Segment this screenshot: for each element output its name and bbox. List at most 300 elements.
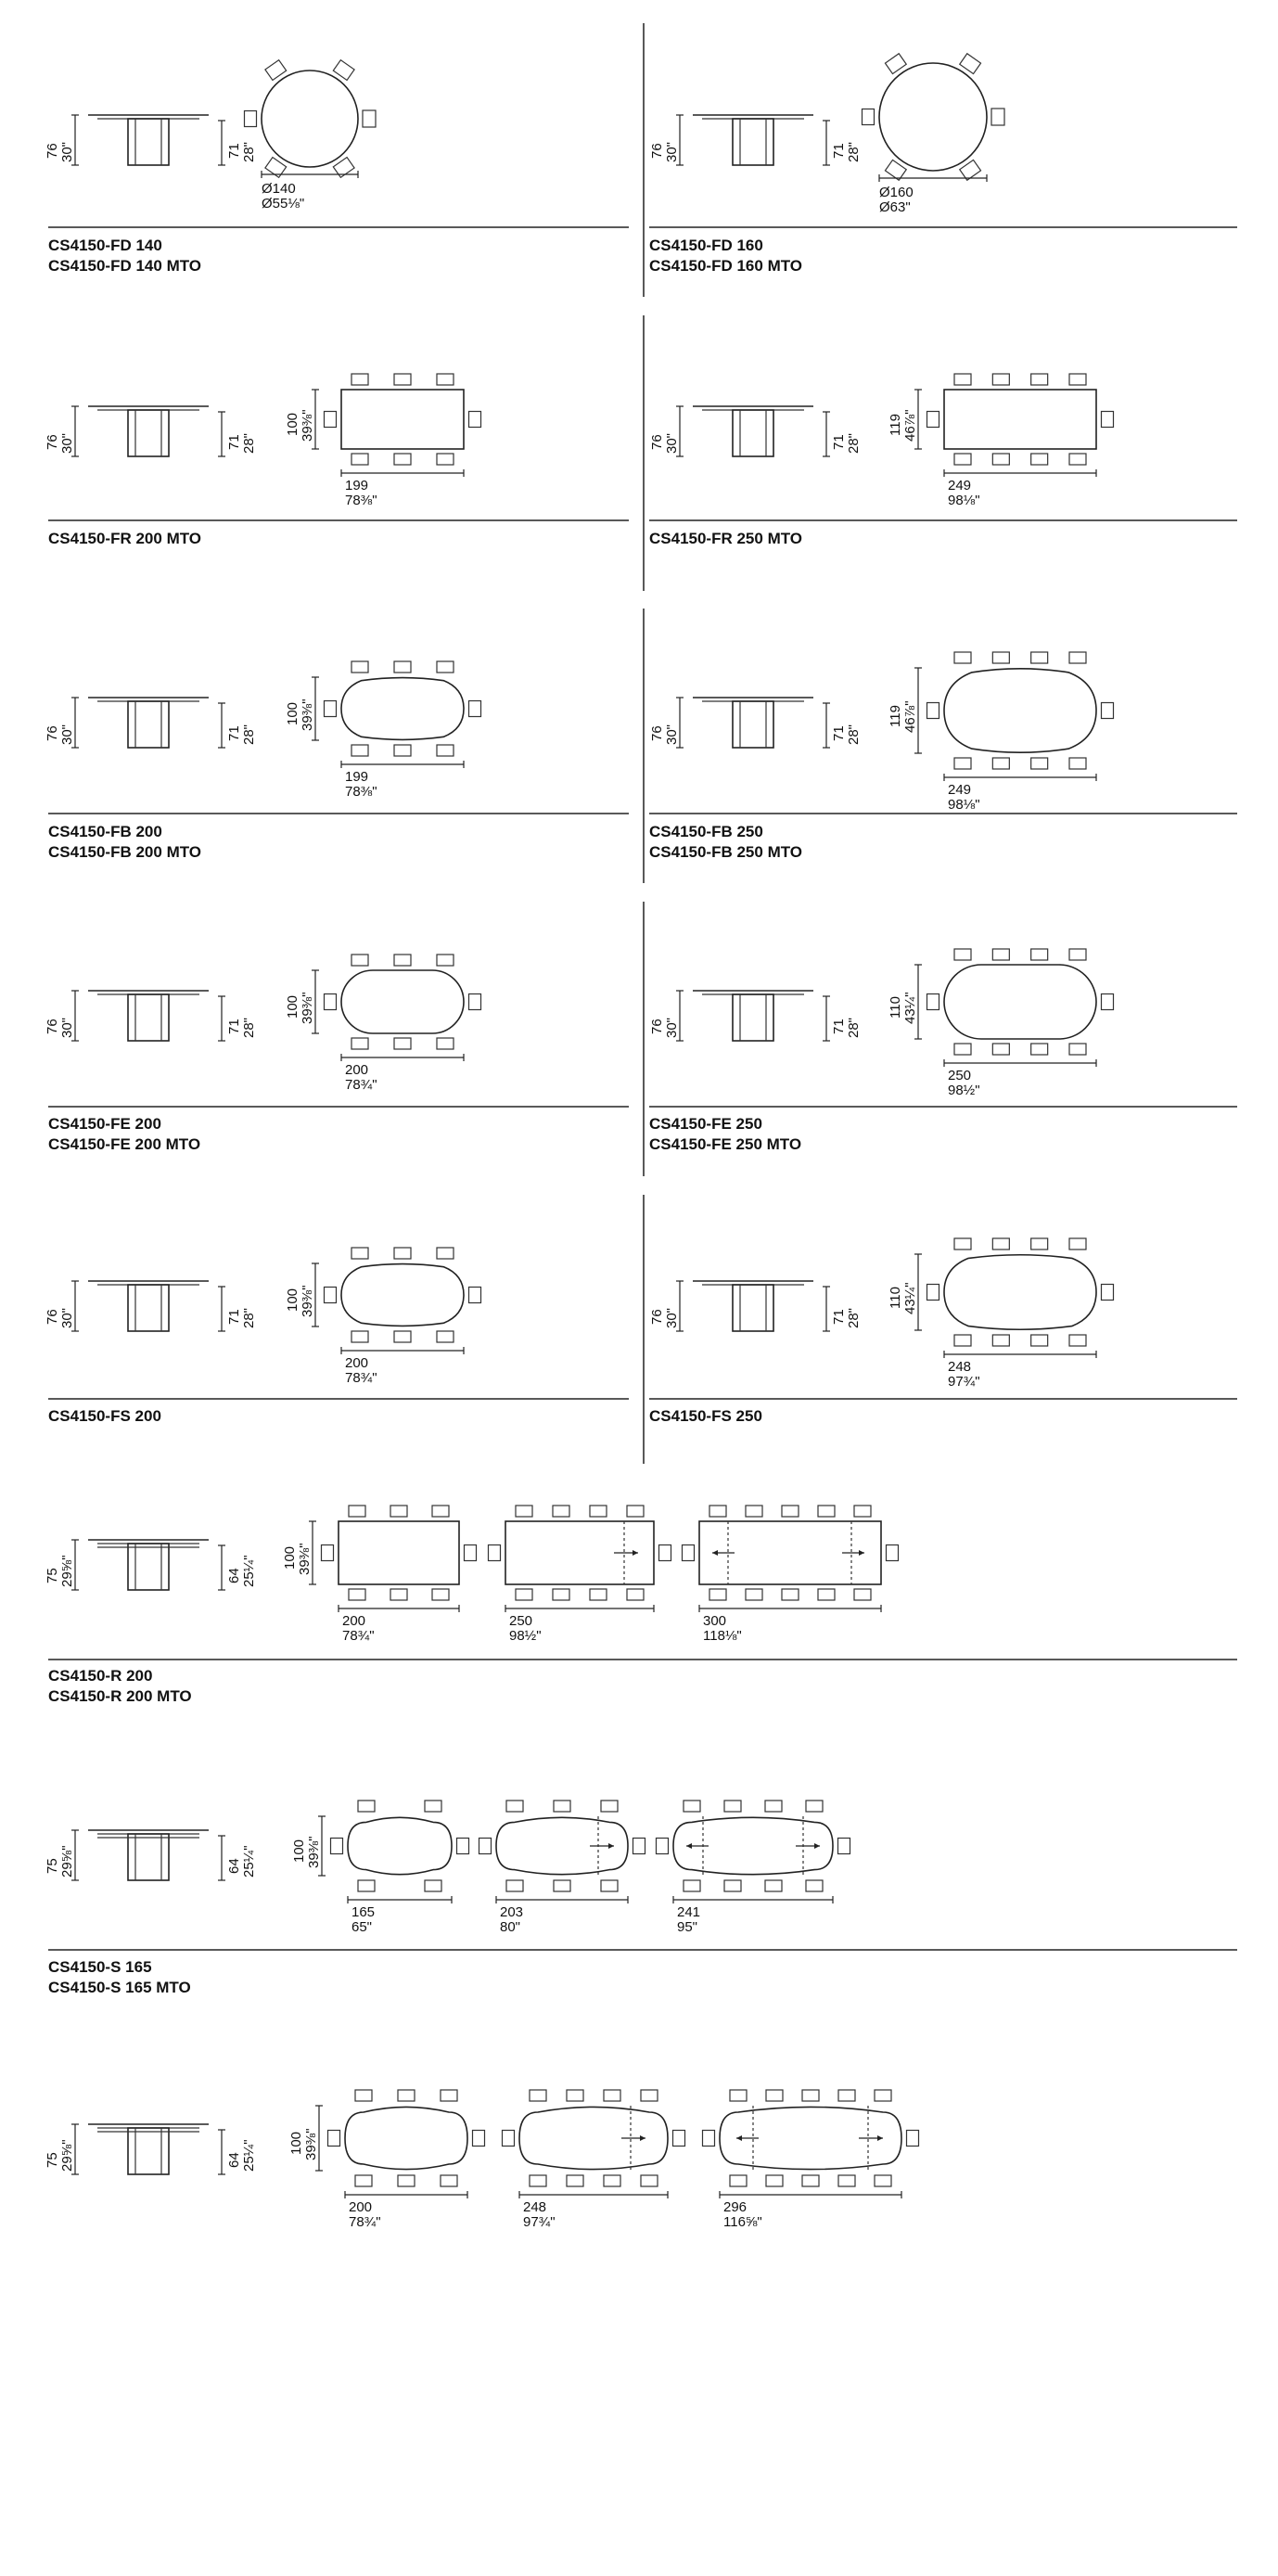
height-cm-label: 75 — [45, 1568, 60, 1583]
chair-icon — [887, 1545, 899, 1561]
chair-icon — [349, 1506, 365, 1517]
length-cm-label: 300 — [703, 1613, 727, 1629]
chair-icon — [394, 454, 411, 465]
chair-icon — [469, 701, 481, 717]
leg-height-cm-label: 71 — [831, 1309, 847, 1325]
side-elevation — [649, 698, 862, 748]
product-code: CS4150-FD 160 — [649, 237, 763, 254]
length-in-label: 95" — [677, 1919, 698, 1935]
height-in-label: 30" — [59, 1307, 75, 1328]
chair-icon — [709, 1506, 726, 1517]
chair-icon — [885, 160, 906, 180]
leg-height-cm-label: 71 — [226, 1309, 242, 1325]
chair-icon — [394, 1331, 411, 1342]
height-in-label: 29⅝" — [59, 1555, 75, 1587]
leg-height-in-label: 28" — [241, 1017, 257, 1038]
product-code: CS4150-FB 200 MTO — [48, 843, 202, 861]
leg-height-cm-label: 71 — [226, 725, 242, 741]
chair-icon — [432, 1506, 449, 1517]
length-cm-label: 203 — [500, 1904, 524, 1920]
chair-icon — [992, 1044, 1009, 1055]
height-in-label: 29⅝" — [59, 1845, 75, 1878]
side-elevation — [649, 406, 862, 456]
chair-icon — [441, 2175, 457, 2186]
chair-icon — [432, 1589, 449, 1600]
chair-icon — [358, 1880, 375, 1891]
chair-icon — [530, 2090, 546, 2101]
product-code: CS4150-FR 250 MTO — [649, 530, 803, 547]
chair-icon — [765, 1801, 782, 1812]
chair-icon — [590, 1506, 607, 1517]
leg-height-cm-label: 71 — [226, 1019, 242, 1034]
width-cm-label: 119 — [888, 414, 903, 436]
width-in-label: 39⅜" — [300, 698, 315, 731]
height-cm-label: 76 — [649, 725, 665, 741]
length-cm-label: 248 — [948, 1359, 972, 1375]
side-elevation — [45, 1281, 257, 1331]
width-in-label: 39⅜" — [300, 409, 315, 442]
chair-icon — [782, 1589, 799, 1600]
chair-icon — [604, 2175, 620, 2186]
width-in-label: 39⅜" — [306, 1836, 322, 1868]
chair-icon — [1031, 949, 1048, 960]
chair-icon — [349, 1589, 365, 1600]
length-cm-label: 241 — [677, 1904, 701, 1920]
height-cm-label: 76 — [45, 434, 60, 450]
length-in-label: 78⅜" — [345, 784, 377, 800]
chair-icon — [766, 2175, 783, 2186]
product-code: CS4150-R 200 MTO — [48, 1687, 192, 1705]
chair-icon — [709, 1589, 726, 1600]
width-in-label: 46⅞" — [902, 409, 918, 442]
chair-icon — [782, 1506, 799, 1517]
chair-icon — [322, 1545, 334, 1561]
tabletop-outline — [944, 669, 1096, 752]
chair-icon — [1031, 454, 1048, 465]
tabletop-outline — [879, 63, 987, 171]
chair-icon — [473, 2131, 485, 2147]
chair-icon — [992, 1335, 1009, 1346]
plan-view — [489, 1506, 671, 1644]
leg-height-cm-label: 71 — [831, 725, 847, 741]
length-cm-label: 250 — [509, 1613, 533, 1629]
chair-icon — [1031, 1335, 1048, 1346]
chair-icon — [673, 2131, 685, 2147]
chair-icon — [465, 1545, 477, 1561]
chair-icon — [627, 1506, 644, 1517]
leg-height-cm-label: 71 — [831, 1019, 847, 1034]
chair-icon — [927, 1285, 939, 1301]
product-code: CS4150-FE 250 MTO — [649, 1135, 802, 1153]
side-elevation — [45, 991, 257, 1041]
chair-icon — [954, 758, 971, 769]
plan-view — [703, 2090, 919, 2230]
product-code: CS4150-FE 200 — [48, 1115, 161, 1133]
product-code: CS4150-FD 140 MTO — [48, 257, 202, 275]
chair-icon — [730, 2090, 747, 2101]
leg-height-in-label: 25¼" — [241, 1845, 257, 1878]
width-cm-label: 100 — [282, 1545, 298, 1570]
chair-icon — [1069, 374, 1086, 385]
height-cm-label: 76 — [649, 1309, 665, 1325]
width-cm-label: 100 — [291, 1839, 307, 1863]
width-cm-label: 110 — [888, 996, 903, 1019]
chair-icon — [601, 1801, 618, 1812]
tabletop-outline — [341, 970, 464, 1033]
chair-icon — [437, 1331, 454, 1342]
length-in-label: 78¾" — [345, 1077, 377, 1093]
leg-height-in-label: 28" — [846, 724, 862, 745]
chair-icon — [657, 1839, 669, 1854]
width-cm-label: 100 — [285, 701, 300, 725]
width-in-label: 43¼" — [902, 992, 918, 1024]
chair-icon — [601, 1880, 618, 1891]
chair-icon — [394, 955, 411, 966]
chair-icon — [1069, 652, 1086, 663]
leg-height-in-label: 28" — [241, 1307, 257, 1328]
leg-height-in-label: 28" — [241, 141, 257, 162]
tabletop-outline — [341, 1264, 464, 1326]
length-cm-label: 200 — [349, 2199, 373, 2215]
chair-icon — [954, 454, 971, 465]
chair-icon — [659, 1545, 671, 1561]
length-cm-label: 200 — [345, 1355, 369, 1371]
width-in-label: 39⅜" — [300, 1285, 315, 1317]
chair-icon — [684, 1880, 700, 1891]
chair-icon — [1031, 374, 1048, 385]
side-elevation — [45, 2124, 257, 2174]
chair-icon — [325, 701, 337, 717]
plan-view — [285, 1248, 481, 1386]
chair-icon — [398, 2175, 415, 2186]
width-cm-label: 119 — [888, 705, 903, 727]
length-in-label: 97¾" — [523, 2214, 556, 2230]
chair-icon — [875, 2175, 891, 2186]
chair-icon — [331, 1839, 343, 1854]
leg-height-cm-label: 64 — [226, 1858, 242, 1874]
chair-icon — [854, 1589, 871, 1600]
tabletop-outline — [944, 1255, 1096, 1330]
chair-icon — [1102, 703, 1114, 719]
chair-icon — [907, 2131, 919, 2147]
chair-icon — [351, 955, 368, 966]
chair-icon — [363, 110, 376, 127]
product-code: CS4150-S 165 — [48, 1958, 152, 1976]
chair-icon — [960, 160, 981, 180]
diameter-in-label: Ø63" — [879, 199, 911, 215]
chair-icon — [875, 2090, 891, 2101]
chair-icon — [683, 1545, 695, 1561]
product-code: CS4150-FB 250 — [649, 823, 763, 840]
tabletop-outline — [345, 2107, 467, 2169]
width-in-label: 46⅞" — [902, 700, 918, 733]
side-elevation — [45, 406, 257, 456]
plan-view — [863, 54, 1005, 215]
tabletop-outline — [341, 390, 464, 449]
plan-view — [245, 60, 377, 211]
chair-icon — [457, 1839, 469, 1854]
length-in-label: 80" — [500, 1919, 521, 1935]
tabletop-outline — [944, 390, 1096, 449]
chair-icon — [469, 412, 481, 428]
length-in-label: 78⅜" — [345, 493, 377, 508]
chair-icon — [506, 1880, 523, 1891]
chair-icon — [554, 1801, 570, 1812]
chair-icon — [1069, 1335, 1086, 1346]
chair-icon — [927, 994, 939, 1010]
leg-height-in-label: 28" — [846, 432, 862, 454]
chair-icon — [954, 374, 971, 385]
chair-icon — [479, 1839, 492, 1854]
tabletop-outline — [341, 678, 464, 740]
length-cm-label: 165 — [351, 1904, 376, 1920]
chair-icon — [437, 955, 454, 966]
chair-icon — [245, 111, 257, 127]
chair-icon — [437, 1248, 454, 1259]
chair-icon — [627, 1589, 644, 1600]
height-in-label: 30" — [664, 432, 680, 454]
chair-icon — [390, 1589, 407, 1600]
plan-view — [888, 949, 1114, 1098]
chair-icon — [351, 374, 368, 385]
height-cm-label: 76 — [45, 143, 60, 159]
chair-icon — [437, 454, 454, 465]
plan-view — [479, 1801, 645, 1935]
length-in-label: 97¾" — [948, 1374, 980, 1390]
length-cm-label: 249 — [948, 782, 972, 798]
length-in-label: 98½" — [948, 1083, 980, 1098]
chair-icon — [992, 758, 1009, 769]
chair-icon — [358, 1801, 375, 1812]
length-cm-label: 250 — [948, 1068, 972, 1083]
chair-icon — [325, 994, 337, 1010]
plan-view — [291, 1801, 469, 1935]
plan-view — [285, 955, 481, 1093]
plan-view — [288, 2090, 485, 2230]
chair-icon — [437, 1038, 454, 1049]
chair-icon — [425, 1880, 441, 1891]
leg-height-cm-label: 71 — [226, 143, 242, 159]
height-cm-label: 76 — [649, 1019, 665, 1034]
chair-icon — [351, 1248, 368, 1259]
chair-icon — [854, 1506, 871, 1517]
chair-icon — [724, 1801, 741, 1812]
height-in-label: 30" — [664, 724, 680, 745]
tabletop-outline — [339, 1521, 459, 1584]
chair-icon — [328, 2131, 340, 2147]
chair-icon — [355, 2175, 372, 2186]
height-cm-label: 75 — [45, 1858, 60, 1874]
chair-icon — [633, 1839, 645, 1854]
width-cm-label: 100 — [285, 994, 300, 1019]
chair-icon — [1102, 1285, 1114, 1301]
plan-view — [683, 1506, 899, 1644]
chair-icon — [954, 949, 971, 960]
chair-icon — [641, 2175, 658, 2186]
chair-icon — [954, 1335, 971, 1346]
chair-icon — [992, 1238, 1009, 1250]
length-cm-label: 296 — [723, 2199, 748, 2215]
product-code: CS4150-S 165 MTO — [48, 1979, 191, 1996]
tabletop-outline — [944, 965, 1096, 1039]
chair-icon — [806, 1801, 823, 1812]
length-cm-label: 200 — [345, 1062, 369, 1078]
product-code: CS4150-R 200 — [48, 1667, 153, 1685]
height-cm-label: 76 — [45, 725, 60, 741]
length-in-label: 98⅛" — [948, 493, 980, 508]
chair-icon — [1069, 949, 1086, 960]
chair-icon — [838, 1839, 850, 1854]
plan-view — [657, 1801, 850, 1935]
chair-icon — [960, 54, 981, 74]
leg-height-cm-label: 71 — [831, 434, 847, 450]
length-in-label: 118⅛" — [703, 1628, 742, 1644]
chair-icon — [863, 109, 875, 125]
chair-icon — [838, 2090, 855, 2101]
chair-icon — [553, 1589, 569, 1600]
length-in-label: 78¾" — [345, 1370, 377, 1386]
height-in-label: 30" — [59, 432, 75, 454]
chair-icon — [954, 1238, 971, 1250]
chair-icon — [1069, 454, 1086, 465]
chair-icon — [265, 60, 287, 81]
chair-icon — [553, 1506, 569, 1517]
plan-view — [888, 1238, 1114, 1390]
chair-icon — [1069, 1238, 1086, 1250]
chair-icon — [885, 54, 906, 74]
product-code: CS4150-FE 250 — [649, 1115, 762, 1133]
length-in-label: 78¾" — [349, 2214, 381, 2230]
chair-icon — [567, 2175, 583, 2186]
chair-icon — [1031, 1238, 1048, 1250]
diameter-in-label: Ø55⅛" — [262, 196, 305, 211]
length-in-label: 98⅛" — [948, 797, 980, 813]
width-in-label: 39⅜" — [303, 2128, 319, 2160]
tabletop-outline — [262, 70, 358, 167]
product-code: CS4150-FE 200 MTO — [48, 1135, 201, 1153]
side-elevation — [649, 115, 862, 165]
chair-icon — [394, 1038, 411, 1049]
leg-height-cm-label: 64 — [226, 2152, 242, 2168]
leg-height-cm-label: 64 — [226, 1568, 242, 1583]
chair-icon — [954, 652, 971, 663]
product-code: CS4150-FB 200 — [48, 823, 162, 840]
width-cm-label: 110 — [888, 1287, 903, 1309]
chair-icon — [838, 2175, 855, 2186]
chair-icon — [325, 412, 337, 428]
plan-view — [503, 2090, 685, 2230]
chair-icon — [1031, 652, 1048, 663]
chair-icon — [954, 1044, 971, 1055]
chair-icon — [992, 652, 1009, 663]
chair-icon — [351, 745, 368, 756]
side-elevation — [649, 991, 862, 1041]
chair-icon — [530, 2175, 546, 2186]
length-cm-label: 199 — [345, 769, 369, 785]
leg-height-in-label: 28" — [241, 432, 257, 454]
chair-icon — [992, 454, 1009, 465]
width-cm-label: 100 — [288, 2131, 304, 2155]
chair-icon — [506, 1801, 523, 1812]
chair-icon — [1031, 1044, 1048, 1055]
product-code: CS4150-FR 200 MTO — [48, 530, 202, 547]
product-code: CS4150-FS 200 — [48, 1407, 161, 1425]
chair-icon — [351, 1331, 368, 1342]
length-in-label: 65" — [351, 1919, 373, 1935]
chair-icon — [724, 1880, 741, 1891]
chair-icon — [390, 1506, 407, 1517]
plan-view — [285, 661, 481, 800]
height-cm-label: 76 — [45, 1309, 60, 1325]
chair-icon — [1102, 412, 1114, 428]
chair-icon — [927, 703, 939, 719]
chair-icon — [469, 994, 481, 1010]
product-code: CS4150-FD 140 — [48, 237, 162, 254]
product-code: CS4150-FD 160 MTO — [649, 257, 803, 275]
tabletop-outline — [348, 1817, 452, 1874]
chair-icon — [1069, 1044, 1086, 1055]
height-in-label: 30" — [59, 141, 75, 162]
chair-icon — [469, 1288, 481, 1303]
chair-icon — [325, 1288, 337, 1303]
chair-icon — [503, 2131, 515, 2147]
leg-height-in-label: 25¼" — [241, 2139, 257, 2172]
chair-icon — [394, 745, 411, 756]
chair-icon — [1102, 994, 1114, 1010]
height-in-label: 30" — [664, 141, 680, 162]
side-elevation — [45, 1540, 257, 1590]
chair-icon — [516, 1506, 532, 1517]
chair-icon — [766, 2090, 783, 2101]
leg-height-in-label: 25¼" — [241, 1555, 257, 1587]
length-cm-label: 249 — [948, 478, 972, 493]
side-elevation — [45, 698, 257, 748]
height-cm-label: 75 — [45, 2152, 60, 2168]
chair-icon — [351, 454, 368, 465]
chair-icon — [567, 2090, 583, 2101]
chair-icon — [746, 1506, 762, 1517]
height-in-label: 30" — [664, 1307, 680, 1328]
side-elevation — [45, 1830, 257, 1880]
height-in-label: 29⅝" — [59, 2139, 75, 2172]
chair-icon — [806, 1880, 823, 1891]
chair-icon — [441, 2090, 457, 2101]
chair-icon — [1069, 758, 1086, 769]
height-in-label: 30" — [664, 1017, 680, 1038]
chair-icon — [351, 1038, 368, 1049]
diameter-cm-label: Ø160 — [879, 185, 914, 200]
chair-icon — [818, 1589, 835, 1600]
leg-height-in-label: 28" — [241, 724, 257, 745]
width-cm-label: 100 — [285, 412, 300, 436]
chair-icon — [730, 2175, 747, 2186]
chair-icon — [437, 661, 454, 673]
side-elevation — [649, 1281, 862, 1331]
chair-icon — [333, 60, 354, 81]
chair-icon — [554, 1880, 570, 1891]
chair-icon — [927, 412, 939, 428]
width-in-label: 43¼" — [902, 1282, 918, 1314]
chair-icon — [765, 1880, 782, 1891]
height-in-label: 30" — [59, 724, 75, 745]
height-cm-label: 76 — [649, 434, 665, 450]
length-in-label: 78¾" — [342, 1628, 375, 1644]
chair-icon — [398, 2090, 415, 2101]
chair-icon — [437, 745, 454, 756]
plan-view — [285, 374, 481, 508]
chair-icon — [746, 1589, 762, 1600]
width-in-label: 39⅜" — [297, 1543, 313, 1575]
